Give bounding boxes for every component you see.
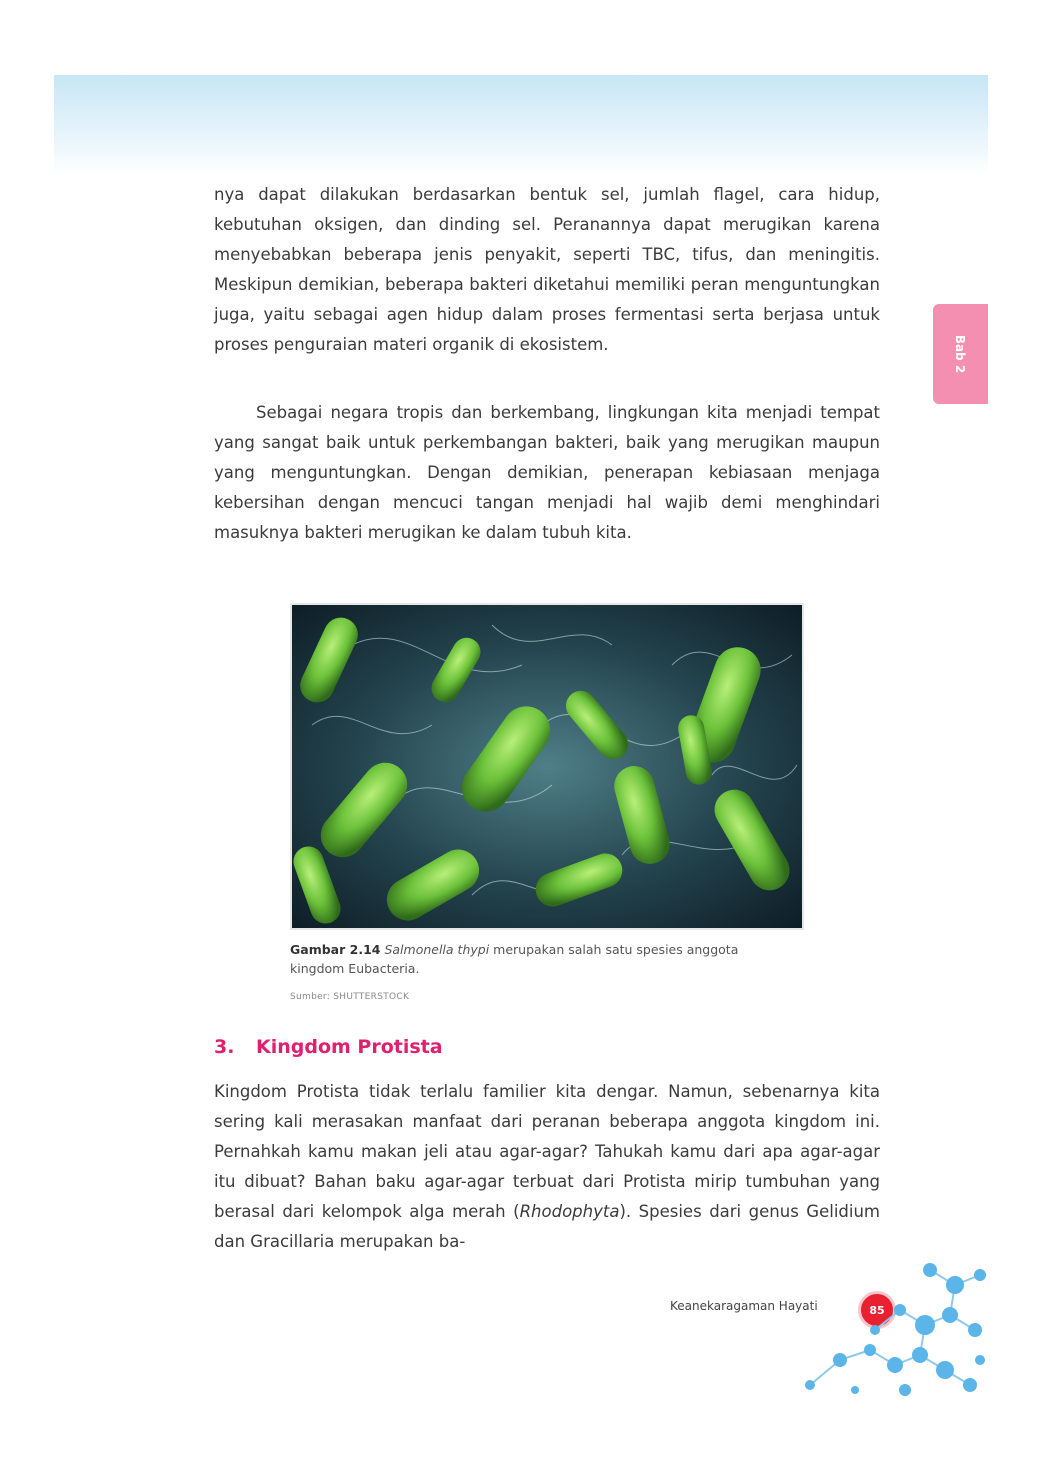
section-number: 3. [214, 1036, 235, 1058]
paragraph-bacteria-classification: nya dapat dilakukan berdasarkan bentuk sel, jumlah flagel, cara hidup, kebutuhan oksigen, dan dinding sel. Peranannya dapat merugikan karena menyebabkan beberapa jenis penyakit, seperti TBC, tifus, dan meningitis. Meskipun demikian, beberapa bakteri diketahui memiliki peran menguntungkan juga, yaitu sebagai agen hidup dalam proses fermentasi serta berjasa untuk proses penguraian materi organik di ekosistem. [214, 185, 880, 354]
chapter-tab-label: Bab 2 [953, 334, 968, 374]
figure-caption-text: merupakan salah satu spesies anggota kingdom Eubacteria. [290, 942, 739, 976]
figure-source: Sumber: SHUTTERSTOCK [290, 992, 410, 1002]
paragraph-protista-part2: ). Spesies dari genus Gelidium dan Gracillaria merupakan ba- [214, 1202, 880, 1251]
figure-caption [290, 940, 790, 978]
paragraph-protista-italic: Rhodophyta [519, 1202, 620, 1221]
chapter-tab [933, 304, 988, 404]
paragraph-protista [214, 1077, 880, 1257]
figure-species: Salmonella thypi [384, 942, 490, 957]
footer-chapter-title: Keanekaragaman Hayati [670, 1299, 818, 1313]
paragraph-tropical-country: Sebagai negara tropis dan berkembang, lingkungan kita menjadi tempat yang sangat baik untuk perkembangan bakteri, baik yang merugikan maupun yang menguntungkan. Dengan demikian, penerapan kebiasaan menjaga kebersihan dengan mencuci tangan menjadi hal wajib demi menghindari masuknya bakteri merugikan ke dalam tubuh kita. [214, 403, 880, 542]
paragraph-protista-part1: Kingdom Protista tidak terlalu familier kita dengar. Namun, sebenarnya kita sering kali merasakan manfaat dari peranan beberapa anggota kingdom ini. Pernahkah kamu makan jeli atau agar-agar? Tahukah kamu dari apa agar-agar itu dibuat? Bahan baku agar-agar terbuat dari Protista mirip tumbuhan yang berasal dari kelompok alga merah ( [214, 1082, 880, 1221]
header-band [54, 75, 988, 175]
figure-label: Gambar 2.14 [290, 942, 381, 957]
molecule-decoration [780, 1250, 990, 1405]
figure-bacteria-image [290, 603, 804, 930]
bacteria-illustration [292, 605, 802, 928]
page-number: 85 [869, 1303, 885, 1317]
section-title: Kingdom Protista [256, 1036, 443, 1058]
section-heading [214, 1036, 443, 1058]
